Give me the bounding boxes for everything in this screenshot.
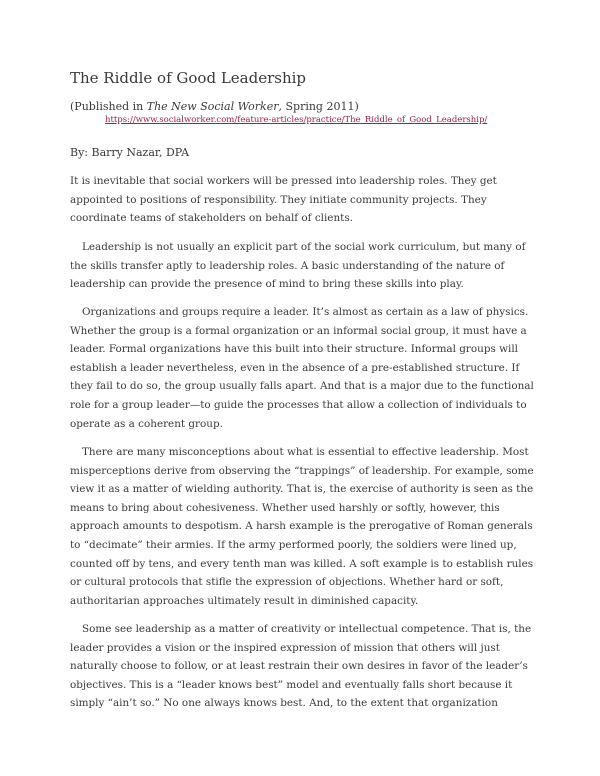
paragraph-line: they fail to do so, the group usually falls apart. And that is a major due to the functional bbox=[70, 380, 534, 393]
paragraph-line: misperceptions derive from observing the “trappings” of leadership. For example, some bbox=[70, 464, 534, 477]
paragraph-line: leadership can provide the presence of mind to bring these skills into play. bbox=[70, 278, 464, 291]
paragraph-line: Leadership is not usually an explicit part of the social work curriculum, but many of bbox=[82, 241, 526, 253]
paragraph-line: the skills transfer aptly to leadership roles. A basic understanding of the nature of bbox=[70, 259, 505, 272]
paragraph-line: leader. Formal organizations have this built into their structure. Informal groups will bbox=[70, 343, 518, 356]
source-link[interactable]: https://www.socialworker.com/feature-articles/practice/The_Riddle_of_Good_Leadership/ bbox=[105, 115, 488, 125]
paragraph-line: It is inevitable that social workers will be pressed into leadership roles. They get bbox=[70, 175, 497, 187]
byline: By: Barry Nazar, DPA bbox=[70, 146, 190, 159]
publication-note bbox=[70, 100, 359, 114]
paragraph-line: Organizations and groups require a leader. It’s almost as certain as a law of physics. bbox=[82, 306, 529, 318]
paragraph-line: view it as a matter of wielding authority. That is, the exercise of authority is seen as the bbox=[70, 483, 534, 496]
paragraph-line: coordinate teams of stakeholders on behalf of clients. bbox=[70, 212, 353, 225]
paragraph-line: appointed to positions of responsibility. They initiate community projects. They bbox=[70, 193, 487, 206]
paragraph-5 bbox=[70, 620, 540, 713]
paragraph-line: or cultural protocols that stifle the expression of objections. Whether hard or soft, bbox=[70, 576, 504, 589]
magazine-name: The New Social Worker bbox=[146, 100, 279, 113]
paragraph-line: means to bring about cohesiveness. Whether used harshly or softly, however, this bbox=[70, 501, 500, 514]
paragraph-line: counted off by tens, and every tenth man was killed. A soft example is to establish rules bbox=[70, 557, 534, 570]
paragraph-4 bbox=[70, 443, 540, 610]
paragraph-2 bbox=[70, 238, 540, 294]
paragraph-line: leader provides a vision or the inspired expression of mission that others will just bbox=[70, 641, 500, 654]
paragraph-line: approach amounts to despotism. A harsh example is the prerogative of Roman generals bbox=[70, 520, 533, 533]
paragraph-line: role for a group leader—to guide the processes that allow a collection of individuals to bbox=[70, 398, 527, 411]
paragraph-line: authoritarian approaches ultimately result in diminished capacity. bbox=[70, 594, 419, 607]
paragraph-line: operate as a coherent group. bbox=[70, 417, 223, 430]
paragraph-line: Whether the group is a formal organization or an informal social group, it must have a bbox=[70, 324, 527, 337]
document-title: The Riddle of Good Leadership bbox=[70, 69, 307, 87]
paragraph-line: There are many misconceptions about what is essential to effective leadership. Most bbox=[82, 446, 529, 458]
paragraph-line: Some see leadership as a matter of creativity or intellectual competence. That is, the bbox=[82, 623, 532, 635]
publication-prefix: (Published in bbox=[70, 100, 147, 113]
publication-suffix: , Spring 2011) bbox=[278, 100, 359, 113]
paragraph-line: to “decimate” their armies. If the army performed poorly, the soldiers were lined up, bbox=[70, 538, 517, 551]
paragraph-line: naturally choose to follow, or at least restrain their own desires in favor of the leader’s bbox=[70, 660, 528, 673]
paragraph-line: objectives. This is a “leader knows best” model and eventually falls short because it bbox=[70, 678, 513, 691]
paragraph-line: simply “ain’t so.” No one always knows best. And, to the extent that organization bbox=[70, 697, 498, 710]
paragraph-1 bbox=[70, 172, 540, 228]
paragraph-line: establish a leader nevertheless, even in the absence of a pre-established structure. If bbox=[70, 361, 520, 374]
paragraph-3 bbox=[70, 303, 540, 433]
